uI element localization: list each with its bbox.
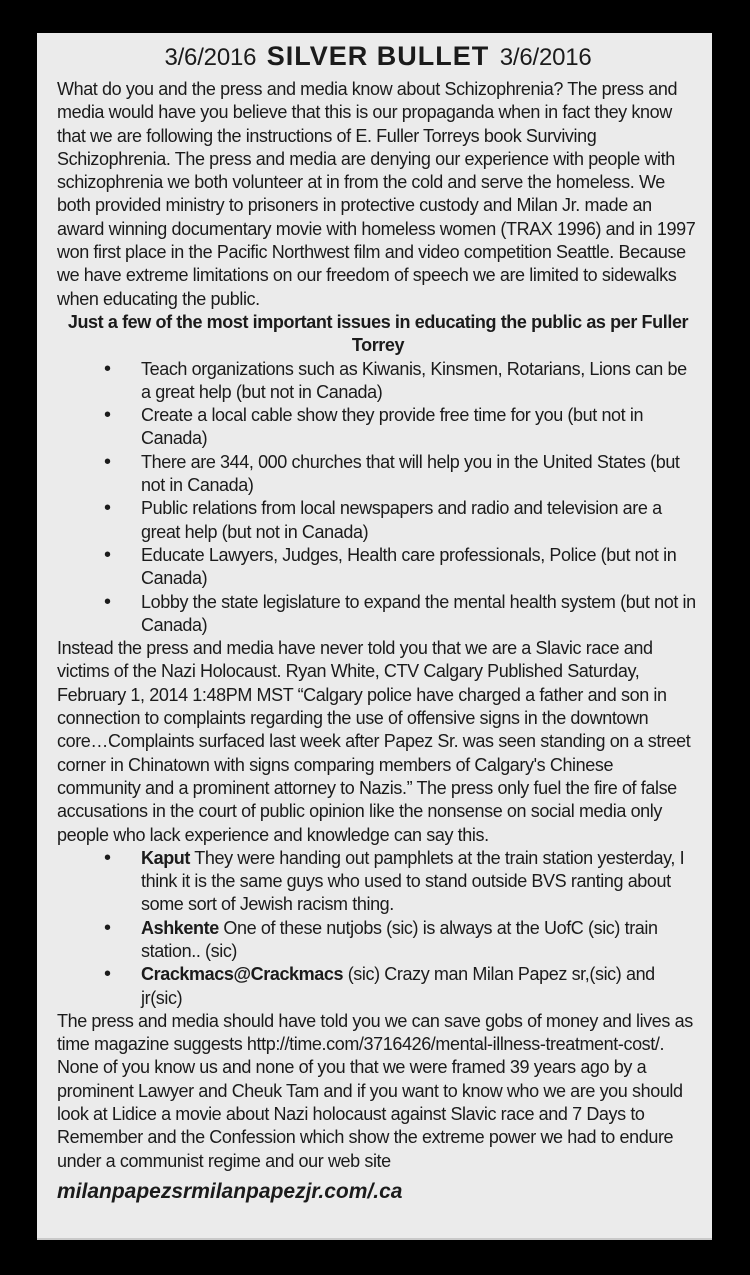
list-item: • Teach organizations such as Kiwanis, Kinsmen, Rotarians, Lions can be a great help (but not in Canada) <box>57 358 699 405</box>
list-item-lead: Crackmacs@Crackmacs <box>141 964 344 985</box>
list-item: • Educate Lawyers, Judges, Health care professionals, Police (but not in Canada) <box>57 544 699 591</box>
list-item: • Create a local cable show they provide free time for you (but not in Canada) <box>57 404 699 451</box>
issues-list <box>57 358 699 638</box>
list-item <box>57 847 699 917</box>
list-item-text: One of these nutjobs (sic) is always at the UofC (sic) train station.. (sic) <box>141 917 658 961</box>
list-item-text: (sic) Crazy man Milan Papez sr,(sic) and jr(sic) <box>141 964 655 1008</box>
list-item <box>57 917 699 964</box>
website-url: milanpapezsrmilanpapezjr.com/.ca <box>57 1179 403 1203</box>
page-title <box>57 41 699 73</box>
title-date-right: 3/6/2016 <box>499 44 592 71</box>
list-item-lead: Kaput <box>141 847 190 868</box>
list-item-text: They were handing out pamphlets at the train station yesterday, I think it is the same guys who used to stand outside BVS ranting about some sort of Jewish racism thing. <box>141 847 685 915</box>
title-date-left: 3/6/2016 <box>164 44 257 71</box>
list-item: • Public relations from local newspapers and radio and television are a great help (but not in Canada) <box>57 497 699 544</box>
closing-paragraph: The press and media should have told you we can save gobs of money and lives as time magazine suggests http://time.com/3716426/mental-illness-treatment-cost/. None of you know us and none of you that we were framed 39 years ago by a prominent Lawyer and Cheuk Tam and if you want to know who we are you should look at Lidice a movie about Nazi holocaust against Slavic race and 7 Days to Remember and the Confession which show the extreme power we had to endure under a communist regime and our web site <box>57 1010 693 1171</box>
list-item-lead: Ashkente <box>141 917 219 938</box>
issues-heading: Just a few of the most important issues in educating the public as per Fuller Torrey <box>67 311 689 356</box>
list-item <box>57 963 699 1010</box>
list-item: • There are 344, 000 churches that will help you in the United States (but not in Canada) <box>57 451 699 498</box>
press-paragraph: Instead the press and media have never told you that we are a Slavic race and victims of the Nazi Holocaust. Ryan White, CTV Calgary Published Saturday, February 1, 2014 1:48PM MST “Calgary police have charged a father and son in connection to complaints regarding the use of offensive signs in the downtown core…Complaints surfaced last week after Papez Sr. was seen standing on a street corner in Chinatown with signs comparing members of Calgary's Chinese community and a prominent attorney to Nazis.” The press only fuel the fire of false accusations in the court of public opinion like the nonsense on social media only people who lack experience and knowledge can say this. <box>57 638 691 845</box>
list-item: • Lobby the state legislature to expand the mental health system (but not in Canada) <box>57 591 699 638</box>
quotes-list <box>57 847 699 1010</box>
flyer-page <box>37 33 712 1240</box>
title-main: SILVER BULLET <box>266 41 490 71</box>
intro-paragraph: What do you and the press and media know about Schizophrenia? The press and media would have you believe that this is our propaganda when in fact they know that we are following the instructions of E. Fuller Torreys book Surviving Schizophrenia. The press and media are denying our experience with people with schizophrenia we both volunteer at in from the cold and serve the homeless. We both provided ministry to prisoners in protective custody and Milan Jr. made an award winning documentary movie with homeless women (TRAX 1996) and in 1997 won first place in the Pacific Northwest film and video competition Seattle. Because we have extreme limitations on our freedom of speech we are limited to sidewalks when educating the public. <box>57 79 696 309</box>
